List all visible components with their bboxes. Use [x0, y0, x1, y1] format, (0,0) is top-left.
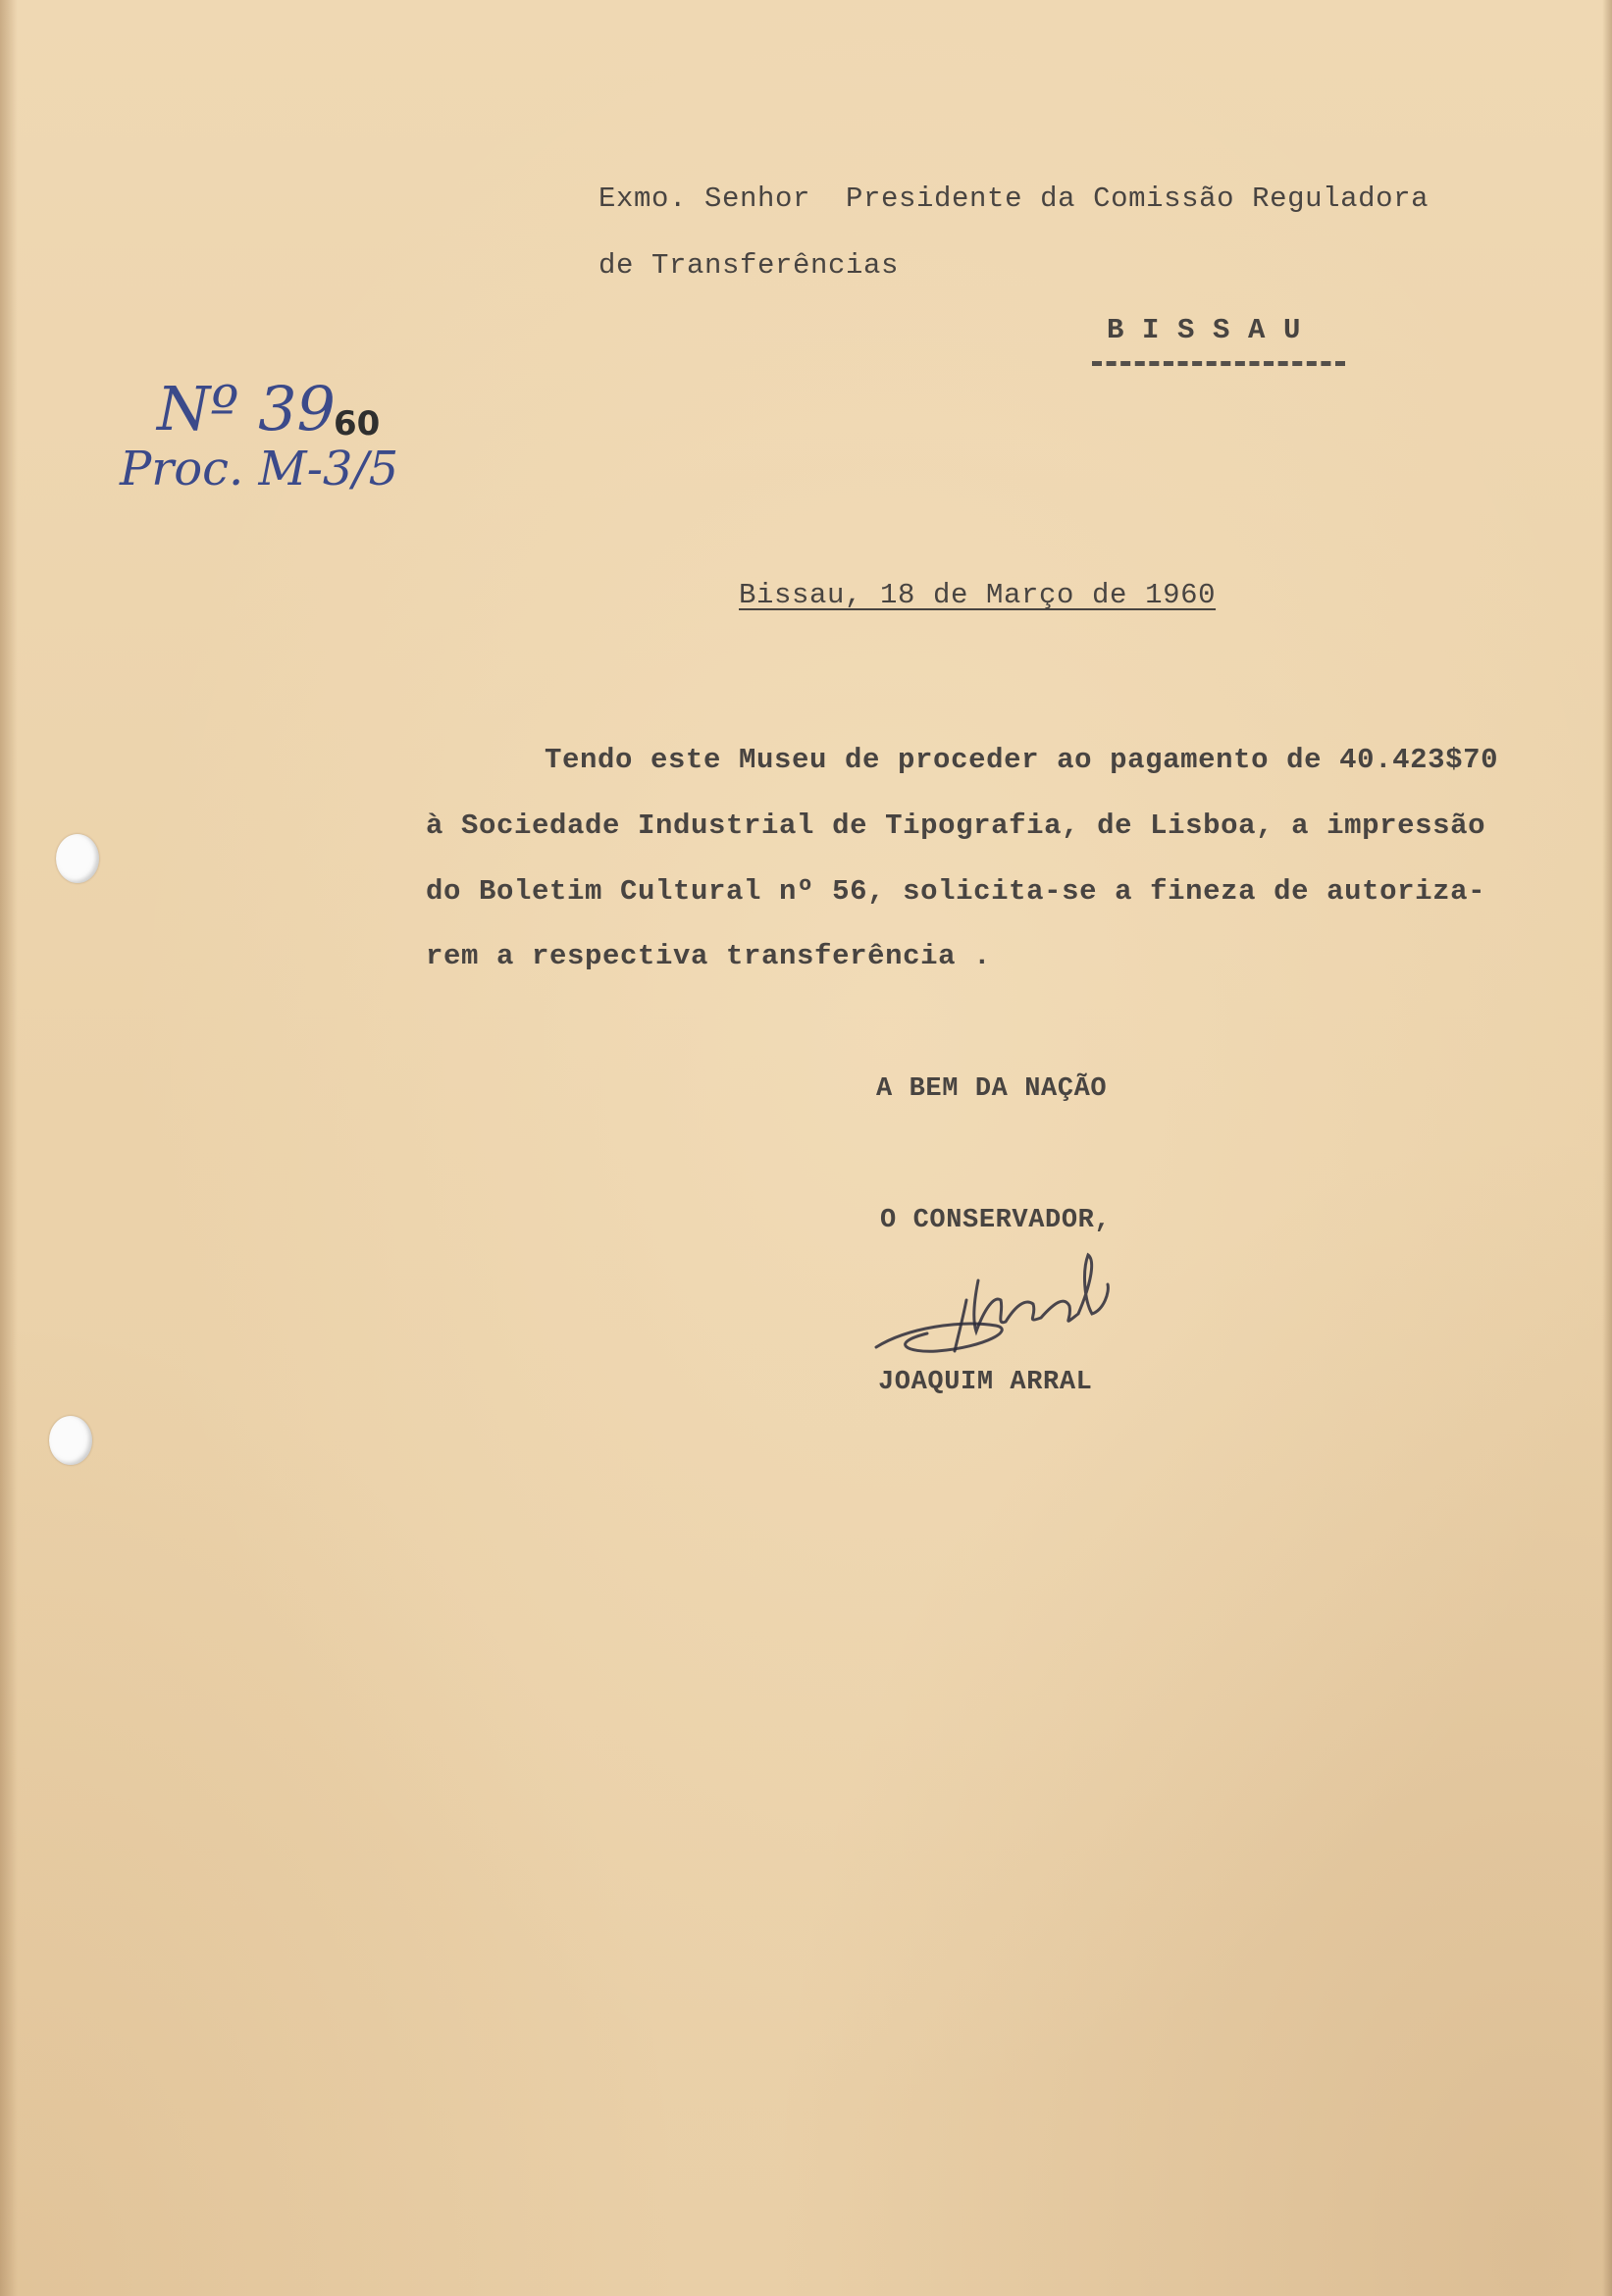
letter-date: Bissau, 18 de Março de 1960 [739, 579, 1217, 611]
stamp-year: 60 [334, 404, 381, 444]
addressee-line-1: Exmo. Senhor Presidente da Comissão Reguladora [598, 183, 1430, 215]
body-line-1: Tendo este Museu de proceder ao pagamento de 40.423$70 [545, 744, 1499, 776]
signatory-name: JOAQUIM ARRAL [878, 1368, 1093, 1397]
paper-right-edge-shadow [1602, 0, 1612, 2296]
punch-hole-top [56, 834, 99, 883]
paper-left-edge-shadow [0, 0, 18, 2296]
addressee-city: B I S S A U [1107, 314, 1302, 346]
city-underline [1092, 361, 1345, 366]
body-line-4: rem a respectiva transferência . [426, 940, 992, 972]
closing-salutation: A BEM DA NAÇÃO [876, 1074, 1108, 1104]
punch-hole-bottom [49, 1416, 92, 1465]
handwritten-signature [868, 1241, 1163, 1374]
handwritten-reference: Proc. M-3/5 [120, 442, 399, 496]
body-line-3: do Boletim Cultural nº 56, solicita-se a fineza de autoriza- [426, 875, 1486, 908]
body-line-2: à Sociedade Industrial de Tipografia, de Lisboa, a impressão [426, 809, 1486, 842]
handwritten-number: Nº 39 [157, 373, 337, 444]
addressee-line-2: de Transferências [598, 249, 900, 282]
signatory-title: O CONSERVADOR, [880, 1206, 1112, 1235]
